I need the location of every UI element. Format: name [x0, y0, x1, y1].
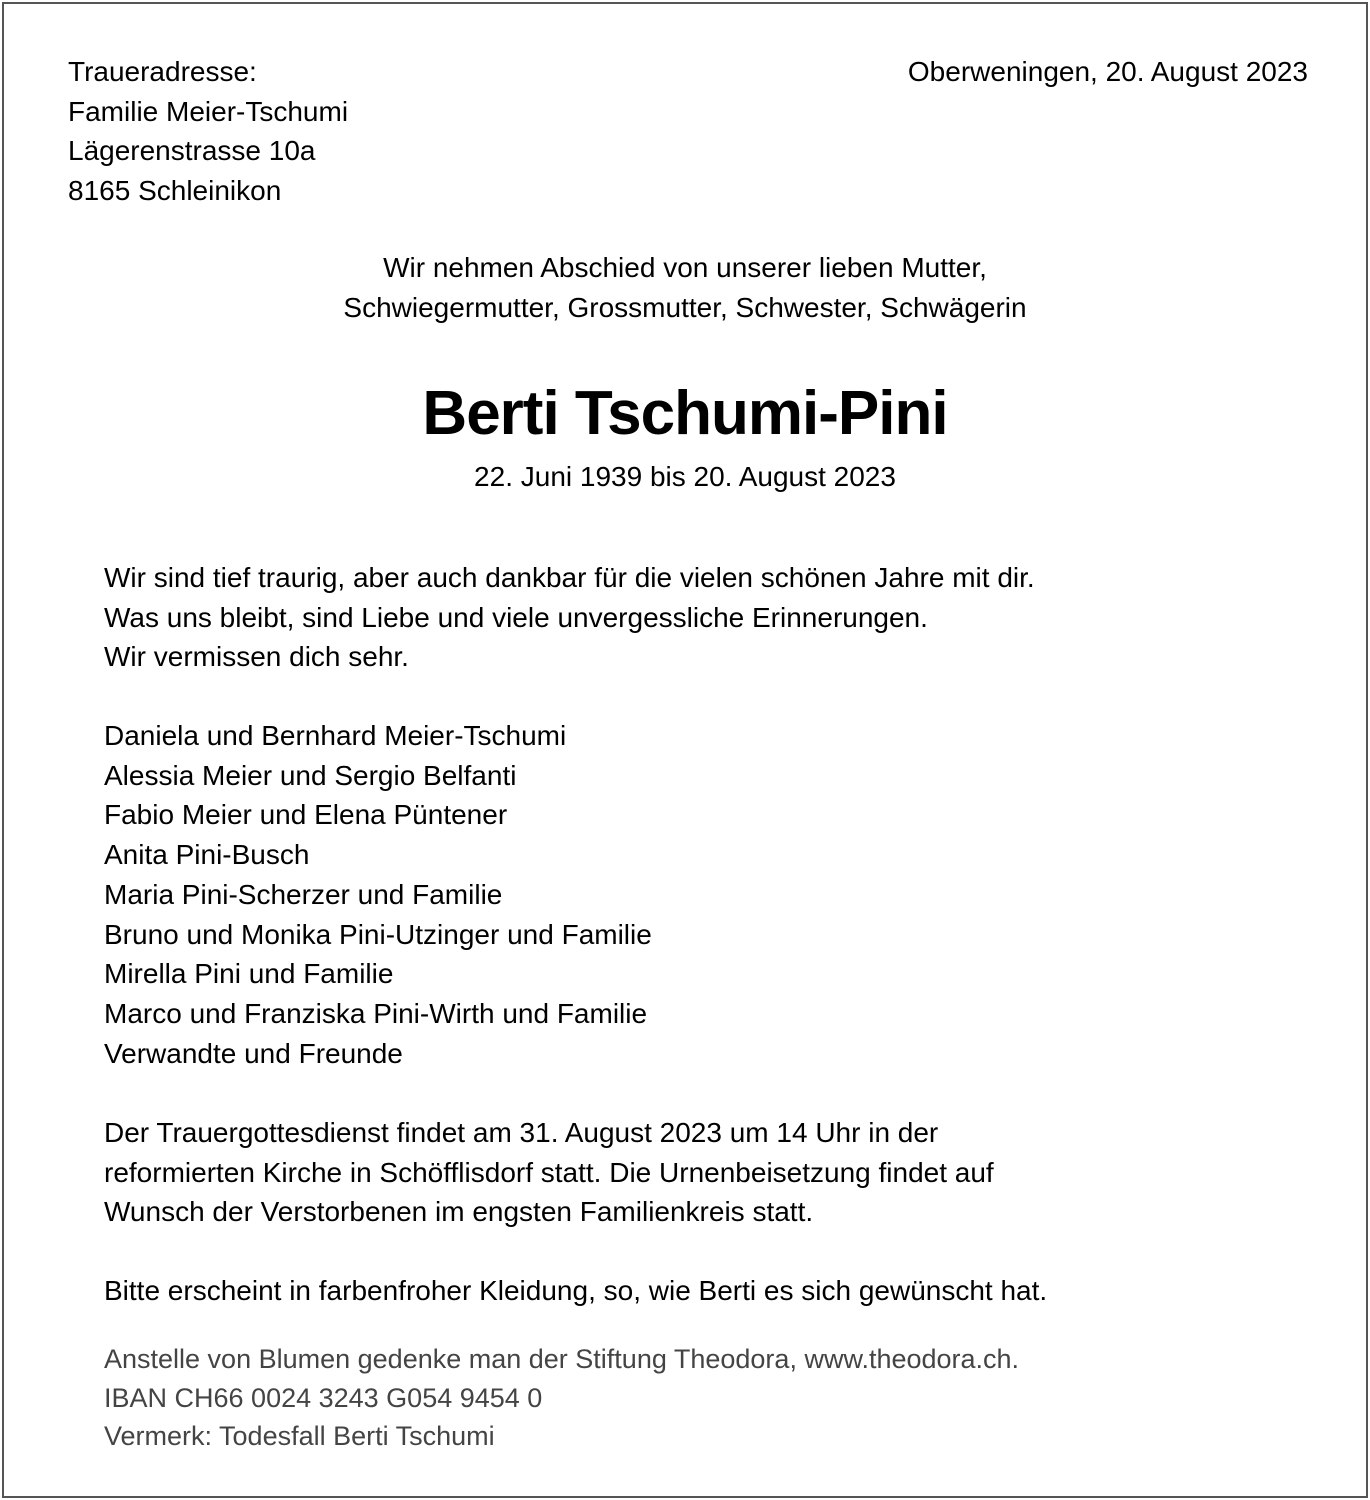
- mourner-entry: Maria Pini-Scherzer und Familie: [104, 878, 503, 910]
- farewell-intro: [0, 248, 1370, 328]
- place-date: Oberweningen, 20. August 2023: [907, 56, 1308, 87]
- message-line: Was uns bleibt, sind Liebe und viele unvergessliche Erinnerungen.: [104, 601, 928, 633]
- reference-line: Vermerk: Todesfall Berti Tschumi: [104, 1421, 495, 1451]
- service-line: reformierten Kirche in Schöfflisdorf statt. Die Urnenbeisetzung findet auf: [104, 1156, 994, 1188]
- donation-info: [104, 1340, 1019, 1456]
- mourner-entry: Verwandte und Freunde: [104, 1037, 403, 1069]
- life-dates: 22. Juni 1939 bis 20. August 2023: [474, 461, 896, 492]
- message-line: Wir sind tief traurig, aber auch dankbar für die vielen schönen Jahre mit dir.: [104, 562, 1035, 593]
- service-line: Der Trauergottesdienst findet am 31. August 2023 um 14 Uhr in der: [104, 1117, 939, 1148]
- address-line: 8165 Schleinikon: [68, 174, 282, 206]
- service-line: Wunsch der Verstorbenen im engsten Familienkreis statt.: [104, 1196, 814, 1228]
- mourners-list: [104, 716, 652, 1073]
- mourner-entry: Bruno und Monika Pini-Utzinger und Familie: [104, 918, 652, 950]
- mourning-address: [68, 52, 348, 210]
- address-label: Traueradresse:: [68, 56, 257, 87]
- mourner-entry: Marco und Franziska Pini-Wirth und Familie: [104, 997, 648, 1029]
- intro-line: Wir nehmen Abschied von unserer lieben Mutter,: [383, 252, 987, 283]
- iban-line: IBAN CH66 0024 3243 G054 9454 0: [104, 1382, 543, 1413]
- mourner-entry: Fabio Meier und Elena Püntener: [104, 799, 508, 831]
- service-info: [104, 1113, 994, 1232]
- deceased-name: Berti Tschumi-Pini: [422, 379, 948, 448]
- address-line: Familie Meier-Tschumi: [68, 95, 349, 127]
- dress-code-line: Bitte erscheint in farbenfroher Kleidung, so, wie Berti es sich gewünscht hat.: [104, 1275, 1048, 1306]
- mourner-entry: Anita Pini-Busch: [104, 839, 310, 871]
- mourner-entry: Daniela und Bernhard Meier-Tschumi: [104, 720, 567, 751]
- mourner-entry: Mirella Pini und Familie: [104, 958, 394, 990]
- mourner-entry: Alessia Meier und Sergio Belfanti: [104, 759, 517, 791]
- donation-line: Anstelle von Blumen gedenke man der Stiftung Theodora, www.theodora.ch.: [104, 1344, 1020, 1374]
- condolence-message: [104, 558, 1035, 677]
- message-line: Wir vermissen dich sehr.: [104, 641, 409, 673]
- intro-line: Schwiegermutter, Grossmutter, Schwester, Schwägerin: [343, 292, 1027, 323]
- dress-code-note: [104, 1271, 1047, 1311]
- address-line: Lägerenstrasse 10a: [68, 135, 316, 166]
